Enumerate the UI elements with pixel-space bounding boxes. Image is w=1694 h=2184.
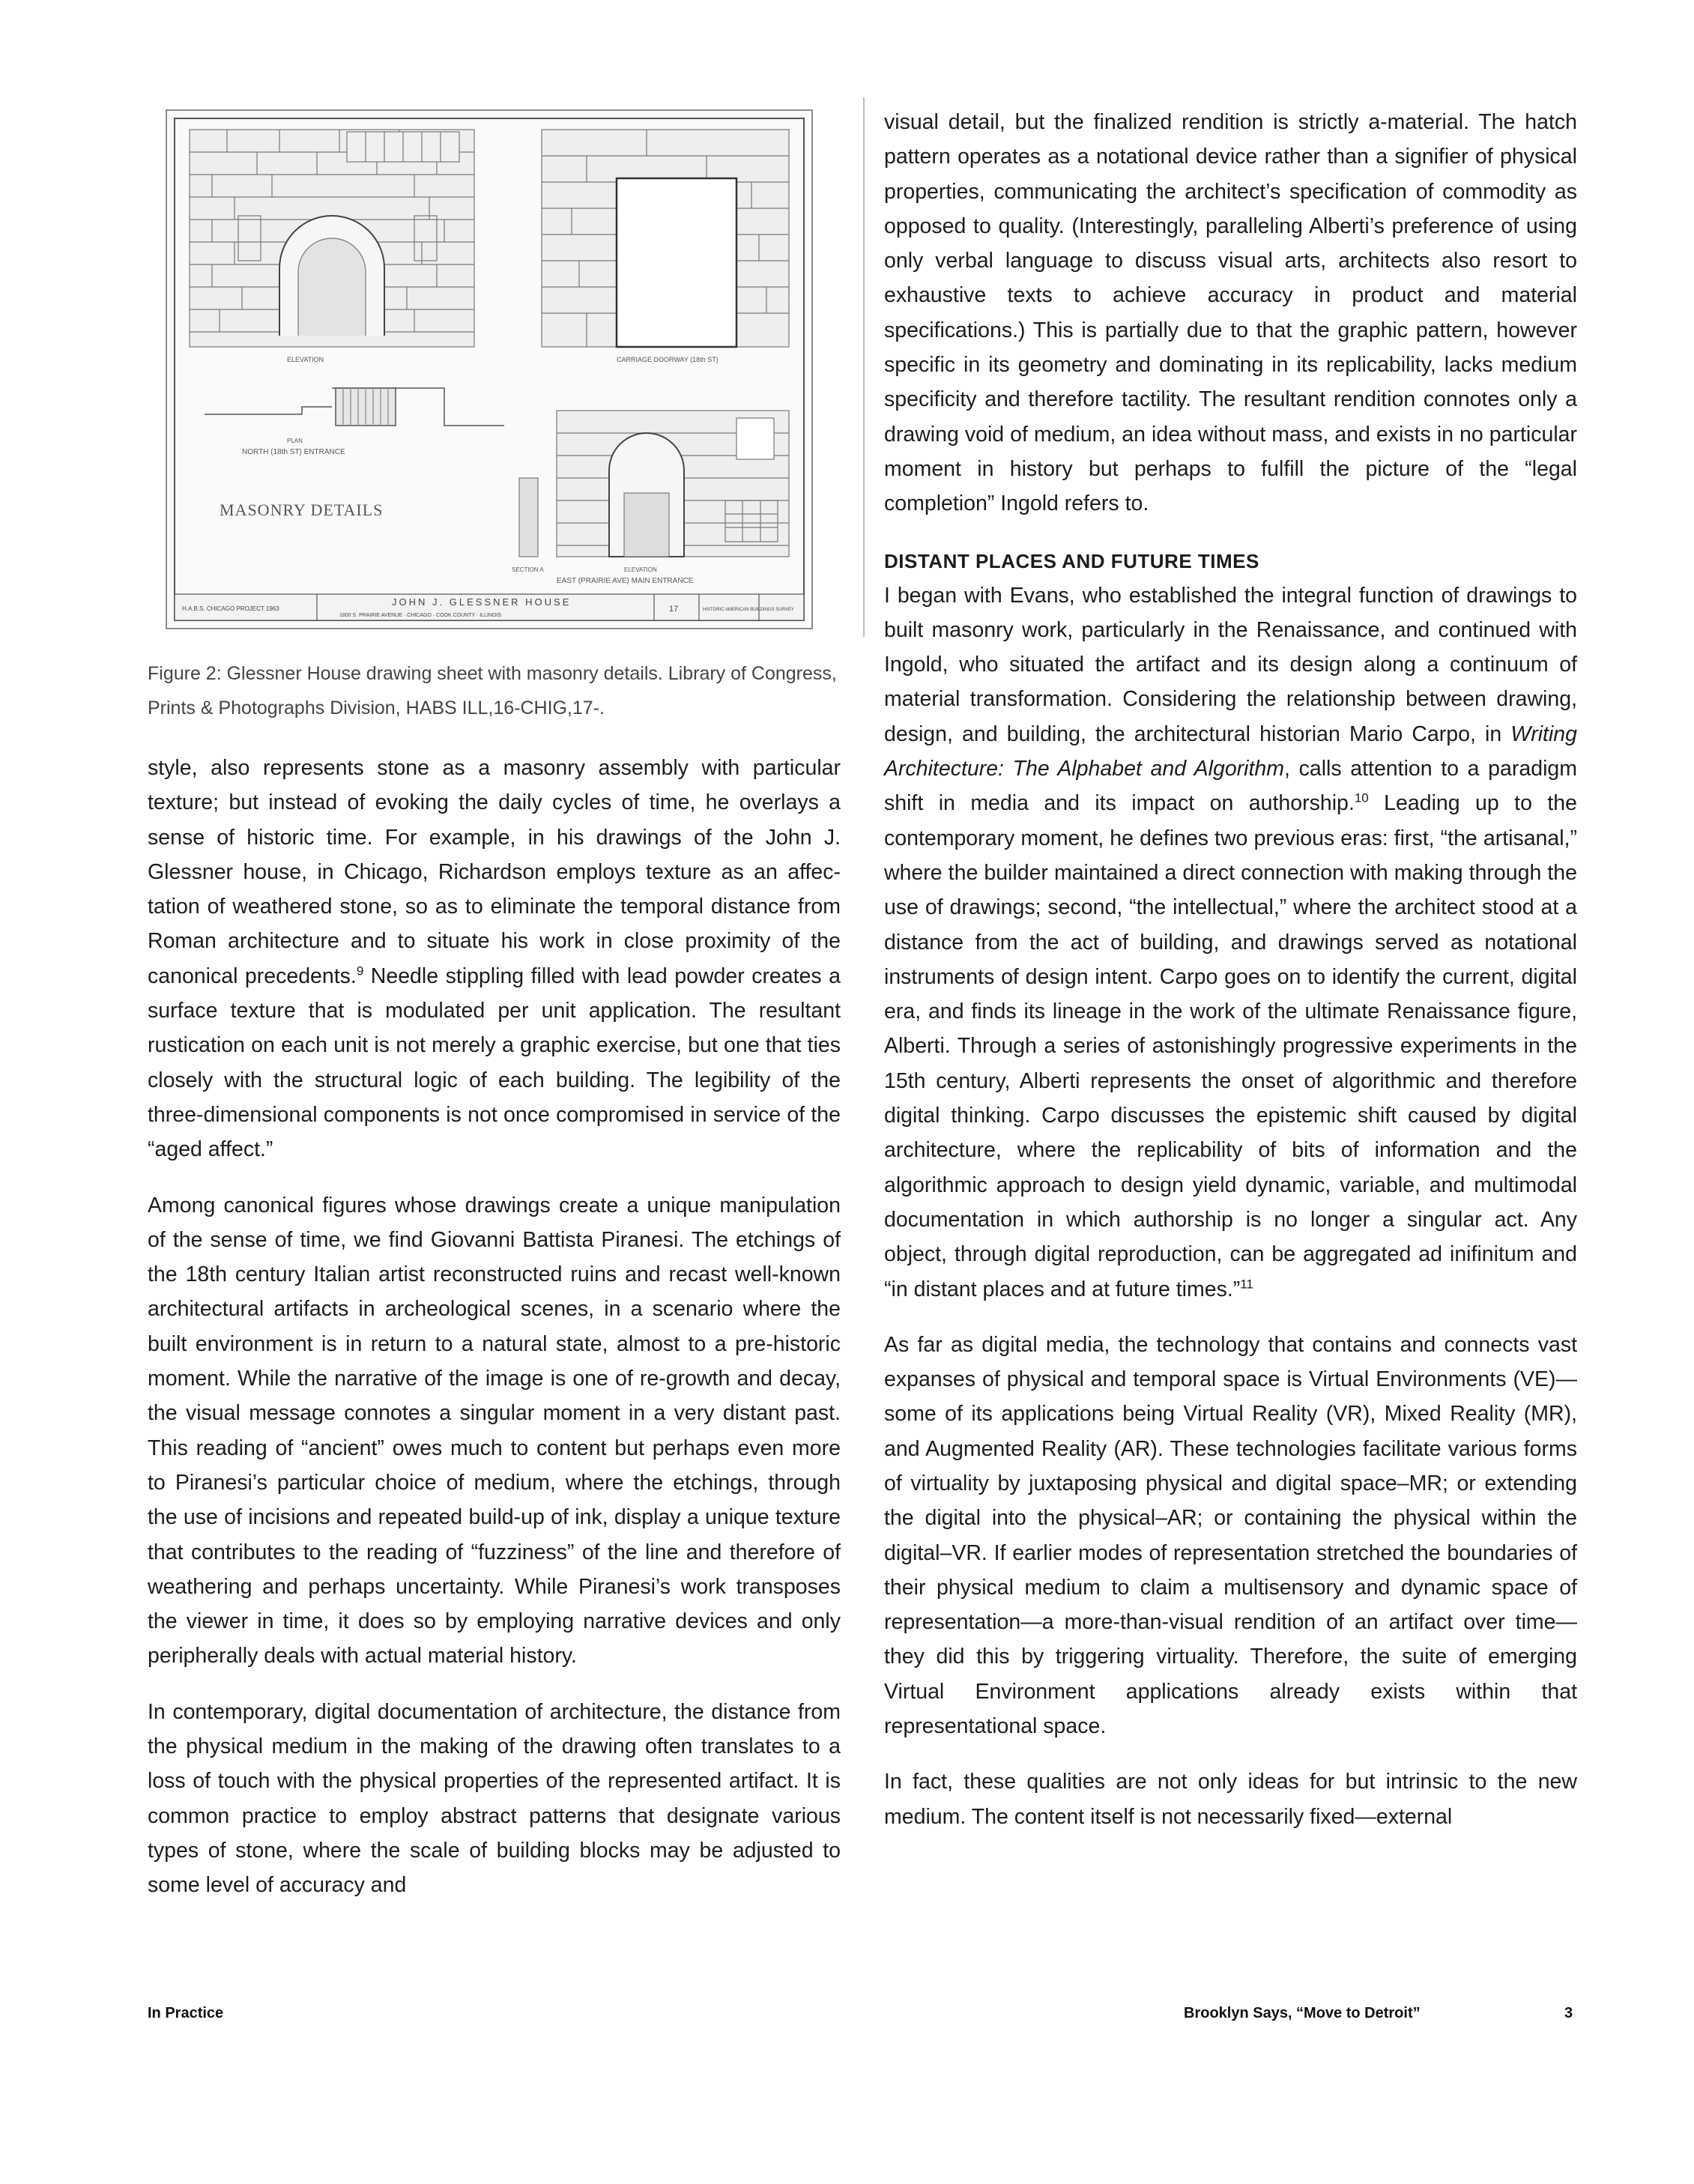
footnote-ref[interactable]: 10 [1354,790,1369,805]
footnote-ref[interactable]: 9 [356,964,364,978]
label-plan: PLAN [287,438,303,444]
label-carriage-doorway: CARRIAGE DOORWAY (18th ST) [617,356,719,363]
title-block-project: H.A.B.S. CHICAGO PROJECT 1963 [182,605,279,612]
figure-drawing-sheet [166,109,813,629]
body-paragraph: As far as digital media, the technology that contains and connects vast expanses of physical and temporal space is Virtual Environments (VE)—some of its applications being Virtual Reality (VR), Mixed Reality (MR), and Augmented Reality (AR). These technologies facilitate various forms of virtuality by juxtaposing physical and digital space–MR; or extending the digital into the physical–AR; or containing the physical within the digital–VR. If earlier modes of representation stretched the boundaries of their physical medium to claim a multisensory and dynamic space of representation—a more-than-visual rendition of an artifact over time—they did this by triggering virtuality. Therefore, the suite of emerging Virtual Environment applications already exists within that representational space. [884,1332,1577,1739]
label-elevation: ELEVATION [287,356,324,363]
body-paragraph: visual detail, but the finalized rendition is strictly a-material. The hatch pattern operates as a notational device rather than a signifier of physical properties, communicating the architect’s specification of commodity as opposed to quality. (Interestingly, paralleling Alberti’s preference of using only verbal language to discuss visual arts, architects also resort to exhaustive texts to achieve accuracy in product and material specifications.) This is partially due to that the graphic pattern, however specific in its geometry and dominating in its replicability, lacks medium specificity and therefore tactility. The resultant rendition connotes only a drawing void of medium, an idea without mass, and exists in no particular moment in history but perhaps to fulfill the picture of the “legal completion” Ingold refers to. [884,110,1577,516]
title-block-house: JOHN J. GLESSNER HOUSE [392,596,572,608]
label-elevation-2: ELEVATION [624,566,657,573]
right-column [884,105,1577,1855]
label-north-entrance: NORTH (18th ST) ENTRANCE [242,448,345,456]
title-block-sheet: 17 [669,605,679,614]
body-paragraph: style, also represents stone as a masonry assembly with particular texture; but instead of evoking the daily cycles of time, he overlays a sense of historic time. For example, in his drawings of the John J. Glessner house, in Chicago, Richardson employs texture as an affectation of weathered stone, so as to eliminate the temporal distance from Roman architecture and to situate his work in close proximity of the canonical precedents.$^9$ Needle stippling filled with lead powder creates a surface texture that is modulated per unit application. The resultant rustication on each unit is not merely a graphic exercise, but one that ties closely with the structural logic of each building. The legibility of the three-dimensional components is not once compromised in service of the “aged affect.” [148,756,841,1162]
section-heading: DISTANT PLACES AND FUTURE TIMES [884,549,1259,572]
footer-section-name: In Practice [148,2005,224,2021]
title-block-address: 1800 S. PRAIRIE AVENUE · CHICAGO · COOK COUNTY · ILLINOIS [339,613,502,618]
body-paragraph: I began with Evans, who established the integral function of drawings to built masonry work, particularly in the Renaissance, and continued with Ingold, who situated the artifact and its design along a continuum of material transformation. Considering the relationship between drawing, design, and building, the architectural historian Mario Carpo, in Writing Architecture: The Alphabet and Algorithm, calls attention to a paradigm shift in media and its impact on authorship.$^{10}$ Leading up to the contemporary moment, he defines two previous eras: first, “the artisanal,” where the builder maintained a direct connection with making through the use of drawings; second, “the intellectual,” where the architect stood at a distance from the act of building, and drawings served as notational instruments of design intent. Carpo goes on to identify the current, digital era, and finds its lineage in the work of the ultimate Renaissance figure, Alberti. Through a series of astonishingly progressive experiments in the 15th century, Alberti represents the onset of algorithmic and therefore digital thinking. Carpo discusses the epistemic shift caused by digital architecture, where the replicability of bits of information and the algorithmic approach to design yield dynamic, variable, and multimodal documentation in which authorship is no longer a singular act. Any object, through digital reproduction, can be aggregated ad inifinitum and “in distant places and at future times.”$^{11}$ [884,583,1577,1301]
masonry-drawing [167,111,811,628]
body-paragraph: Among canonical figures whose drawings create a unique manipulation of the sense of time, we find Giovanni Battista Piranesi. The etchings of the 18th century Italian artist reconstructed ruins and recast well-known architectural artifacts in archeological scenes, in a scenario where the built environment is in return to a natural state, almost to a pre-historic moment. While the narrative of the image is one of re-growth and decay, the visual message connotes a singular moment in a very distant past. This reading of “ancient” owes much to content but perhaps even more to Piranesi’s particular choice of medium, where the etchings, through the use of incisions and repeated build-up of ink, display a unique texture that contributes to the reading of “fuzziness” of the line and therefore of weathering and perhaps uncertainty. While Piranesi’s work transposes the viewer in time, it does so by employing narrative devices and only peripherally deals with actual material history. [148,1193,841,1669]
body-paragraph: In contemporary, digital documentation of architecture, the distance from the physical medium in the making of the drawing often translates to a loss of touch with the physical properties of the represented artifact. It is common practice to employ abstract patterns that designate various types of stone, where the scale of building blocks may be adjusted to some level of accuracy and [148,1699,841,1898]
body-paragraph: In fact, these qualities are not only ideas for but intrinsic to the new medium. The content itself is not necessarily fixed—external [884,1770,1577,1829]
label-masonry-details: MASONRY DETAILS [220,500,384,519]
title-block-survey: HISTORIC AMERICAN BUILDINGS SURVEY [703,608,794,612]
column-divider [863,97,865,637]
book-title: Writing Architecture: The Alphabet and Algorithm [884,722,1577,781]
footnote-ref[interactable]: 11 [1240,1277,1253,1291]
left-column [148,109,841,1924]
label-east-entrance: EAST (PRAIRIE AVE) MAIN ENTRANCE [557,577,694,585]
label-section: SECTION A [512,566,544,573]
footer-article-title: Brooklyn Says, “Move to Detroit” [1184,2005,1421,2021]
figure-caption: Figure 2: Glessner House drawing sheet with masonry details. Library of Congress, Prints & Photographs Division, HABS ILL,16-CHIG,17-. [148,663,837,719]
page-number: 3 [1564,2005,1573,2021]
